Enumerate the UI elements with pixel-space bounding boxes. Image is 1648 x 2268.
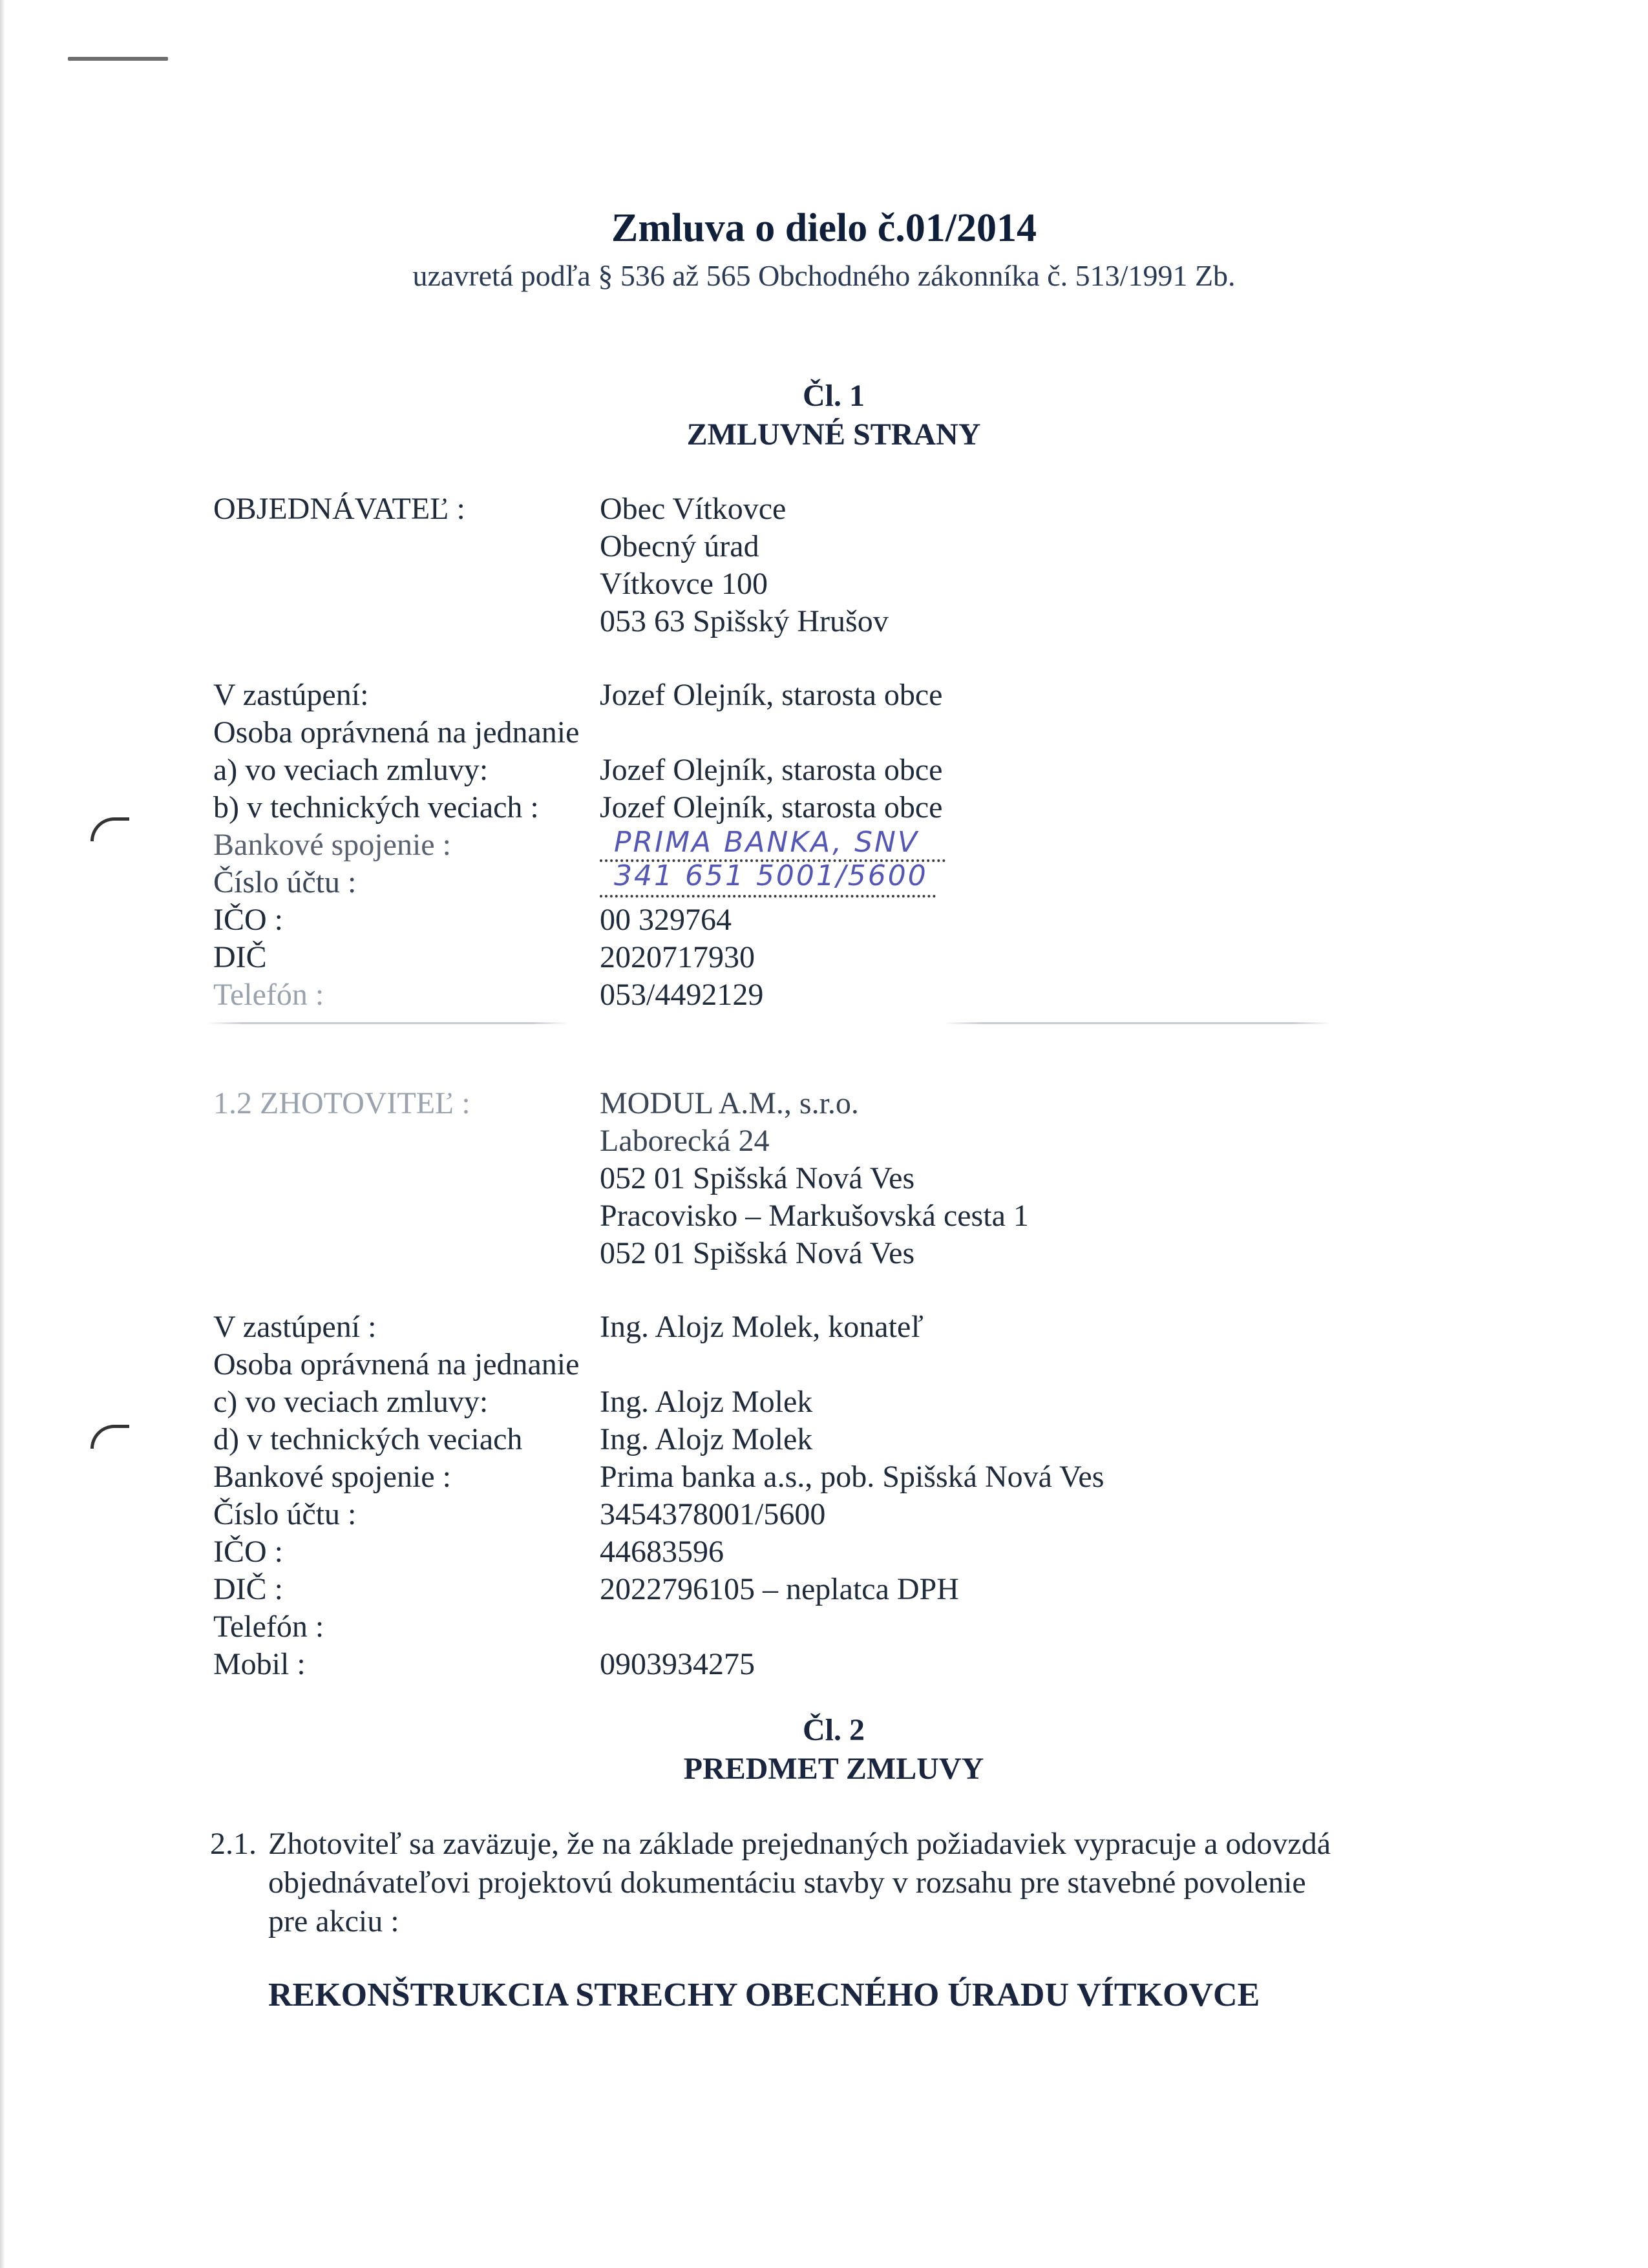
objednavatel-row-label: a) vo veciach zmluvy: [213, 753, 489, 787]
objednavatel-address-line: Obecný úrad [600, 529, 759, 563]
objednavatel-label: OBJEDNÁVATEĽ : [213, 492, 465, 526]
article-2-number: Čl. 2 [803, 1713, 865, 1747]
scan-edge [0, 0, 5, 2268]
zhotovitel-row-label: Telefón : [213, 1610, 324, 1644]
objednavatel-row-label: V zastúpení: [213, 678, 369, 712]
objednavatel-address-line: Obec Vítkovce [600, 492, 787, 526]
zhotovitel-row-label: c) vo veciach zmluvy: [213, 1385, 489, 1419]
faint-divider [944, 1022, 1331, 1024]
zhotovitel-row-value: Ing. Alojz Molek, konateľ [600, 1310, 924, 1344]
zhotovitel-row-label: DIČ : [213, 1572, 283, 1606]
zhotovitel-address-line: 052 01 Spišská Nová Ves [600, 1161, 915, 1195]
zhotovitel-row-label: Osoba oprávnená na jednanie [213, 1347, 580, 1381]
zhotovitel-row-label: IČO : [213, 1535, 283, 1569]
clause-line: Zhotoviteľ sa zaväzuje, že na základe prejednaných požiadaviek vypracuje a odovzdá [268, 1827, 1331, 1861]
article-2-heading: PREDMET ZMLUVY [683, 1752, 984, 1786]
objednavatel-address-line: 053 63 Spišský Hrušov [600, 604, 889, 638]
zhotovitel-row-label: Číslo účtu : [213, 1497, 357, 1531]
zhotovitel-address-line: Pracovisko – Markušovská cesta 1 [600, 1199, 1029, 1233]
zhotovitel-label: 1.2 ZHOTOVITEĽ : [213, 1086, 470, 1120]
document-title: Zmluva o dielo č.01/2014 [611, 206, 1037, 250]
zhotovitel-row-value: Ing. Alojz Molek [600, 1422, 813, 1456]
objednavatel-row-label: b) v technických veciach : [213, 790, 539, 824]
clause-line: objednávateľovi projektovú dokumentáciu stavby v rozsahu pre stavebné povolenie [268, 1865, 1306, 1900]
clause-line: pre akciu : [268, 1904, 399, 1938]
bank-handwritten-value: PRIMA BANKA, SNV [614, 826, 920, 859]
document-subtitle: uzavretá podľa § 536 až 565 Obchodného zákonníka č. 513/1991 Zb. [412, 259, 1236, 292]
objednavatel-row-label: Telefón : [213, 978, 324, 1012]
objednavatel-row-label: Osoba oprávnená na jednanie [213, 715, 580, 750]
objednavatel-row-value: 2020717930 [600, 940, 755, 974]
objednavatel-row-value: 053/4492129 [600, 978, 764, 1012]
project-name: REKONŠTRUKCIA STRECHY OBECNÉHO ÚRADU VÍTKOVCE [268, 1977, 1260, 2013]
faint-divider [207, 1022, 569, 1024]
zhotovitel-row-label: Mobil : [213, 1647, 306, 1681]
objednavatel-row-value: Jozef Olejník, starosta obce [600, 753, 943, 787]
punch-hole-mark [90, 817, 129, 841]
clause-number: 2.1. [210, 1827, 257, 1861]
objednavatel-row-label: DIČ [213, 940, 267, 974]
article-1-heading: ZMLUVNÉ STRANY [686, 417, 981, 452]
zhotovitel-address-line: 052 01 Spišská Nová Ves [600, 1236, 915, 1270]
article-1-number: Čl. 1 [803, 379, 865, 413]
zhotovitel-row-value: 0903934275 [600, 1647, 755, 1681]
zhotovitel-row-value: 2022796105 – neplatca DPH [600, 1572, 959, 1606]
zhotovitel-row-value: Prima banka a.s., pob. Spišská Nová Ves [600, 1460, 1104, 1494]
objednavatel-row-label: IČO : [213, 903, 283, 937]
objednavatel-row-value: 00 329764 [600, 903, 732, 937]
zhotovitel-row-value: Ing. Alojz Molek [600, 1385, 813, 1419]
zhotovitel-address-line: MODUL A.M., s.r.o. [600, 1086, 859, 1120]
zhotovitel-row-label: d) v technických veciach [213, 1422, 523, 1456]
objednavatel-row-value: Jozef Olejník, starosta obce [600, 678, 943, 712]
zhotovitel-address-line: Laborecká 24 [600, 1124, 770, 1158]
staple-mark [68, 57, 168, 61]
objednavatel-row-value: Jozef Olejník, starosta obce [600, 790, 943, 824]
zhotovitel-row-label: Bankové spojenie : [213, 1460, 451, 1494]
account-dotted-line [600, 895, 936, 898]
punch-hole-mark [90, 1425, 129, 1449]
objednavatel-row-label: Bankové spojenie : [213, 828, 451, 862]
zhotovitel-row-value: 3454378001/5600 [600, 1497, 826, 1531]
account-handwritten-value: 341 651 5001/5600 [614, 859, 928, 892]
zhotovitel-row-value: 44683596 [600, 1535, 724, 1569]
objednavatel-address-line: Vítkovce 100 [600, 567, 768, 601]
zhotovitel-row-label: V zastúpení : [213, 1310, 377, 1344]
objednavatel-row-label: Číslo účtu : [213, 865, 357, 899]
